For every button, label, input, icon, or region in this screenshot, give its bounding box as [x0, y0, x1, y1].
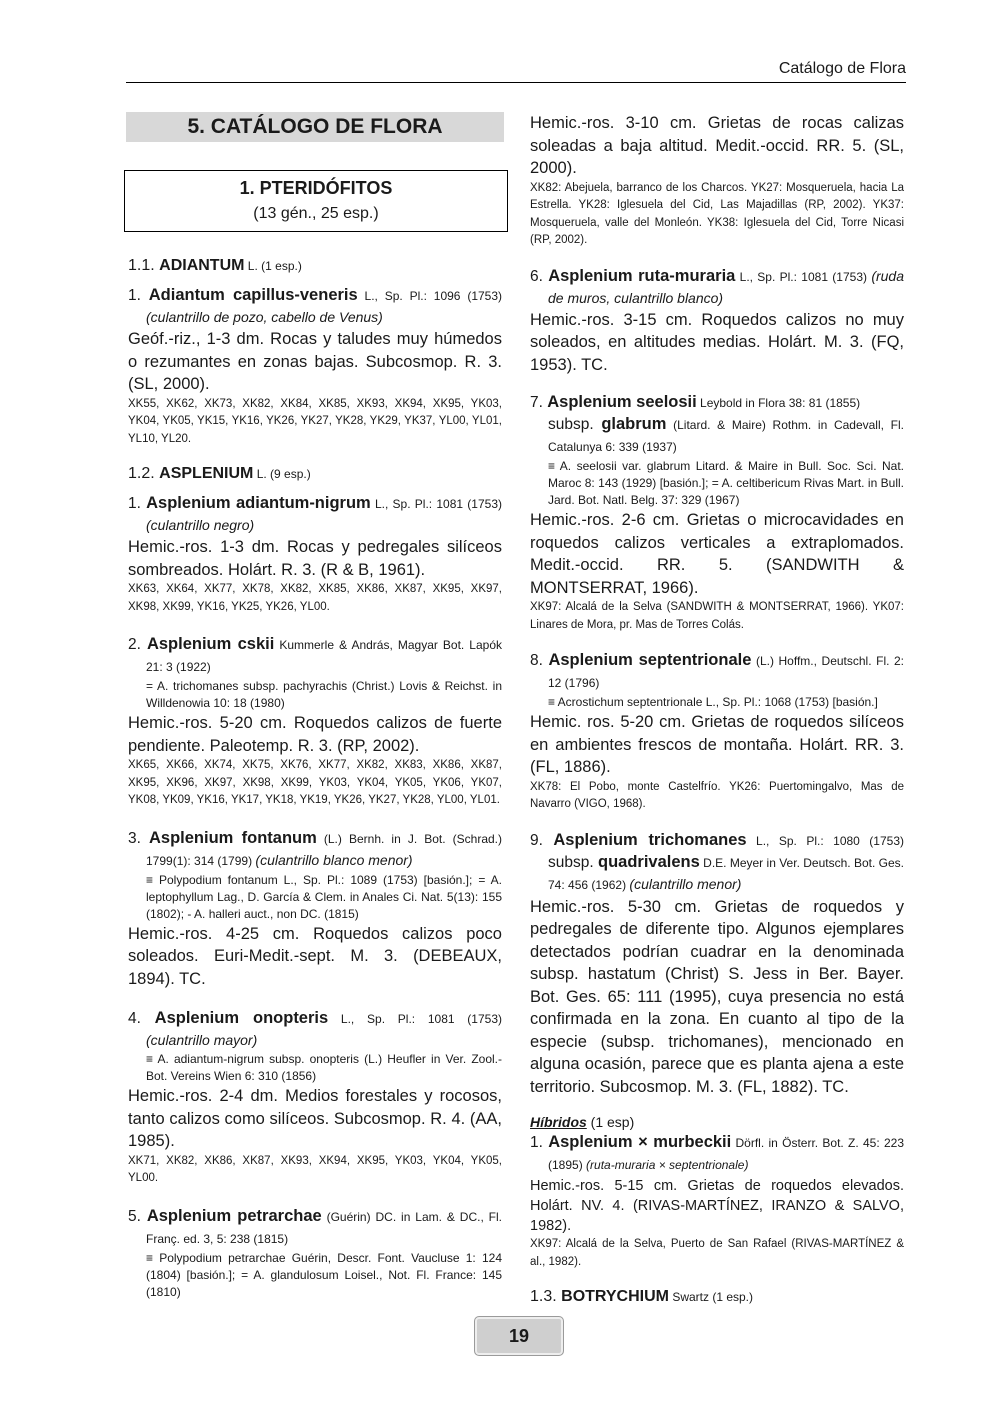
species-entry: [128, 634, 502, 810]
species-heading: 1. Asplenium × murbeckii Dörfl. in Österr. Bot. Z. 45: 223 (1895) (ruta-muraria × septentrionale): [530, 1133, 904, 1172]
species-heading: 2. Asplenium cskii Kummerle & András, Magyar Bot. Lapók 21: 3 (1922): [128, 635, 502, 674]
species-heading: 7. Asplenium seelosii Leybold in Flora 38: 81 (1855) subsp. glabrum (Litard. & Maire) Rothm. in Cadevall, Fl. Catalunya 6: 339 (1937): [530, 393, 904, 454]
species-entry: [530, 650, 904, 814]
hybrids-heading: Híbridos (1 esp): [530, 1114, 635, 1130]
right-column: [530, 112, 904, 1307]
species-heading: 3. Asplenium fontanum (L.) Bernh. in J. Bot. (Schrad.) 1799(1): 314 (1799) (culantrillo blanco menor): [128, 828, 502, 868]
running-title: Catálogo de Flora: [778, 60, 906, 77]
species-entry: [530, 392, 904, 634]
running-header: [126, 58, 906, 83]
species-description: Hemic.-ros. 3-15 cm. Roquedos calizos no muy soleados, en altitudes medias. Holárt. M. 3. (FQ, 1953). TC.: [530, 310, 904, 374]
species-entry: [128, 1206, 502, 1301]
genus-heading-asplenium: 1.2. ASPLENIUM L. (9 esp.): [128, 465, 311, 482]
species-localities: XK97: Alcalá de la Selva, Puerto de San Rafael (RIVAS-MARTÍNEZ & al., 1982).: [530, 1238, 904, 1268]
species-description: Hemic.-ros. 2-6 cm. Grietas o microcavidades en roquedos calizos verticales a extraplomados. Medit.-occid. RR. 5. (SANDWITH & MONTSERRAT, 1966).: [530, 511, 904, 597]
species-entry: [128, 1008, 502, 1188]
genus-heading-adiantum: 1.1. ADIANTUM L. (1 esp.): [128, 257, 302, 274]
species-heading: 4. Asplenium onopteris L., Sp. Pl.: 1081 (1753) (culantrillo mayor): [128, 1009, 502, 1048]
species-heading: 9. Asplenium trichomanes L., Sp. Pl.: 1080 (1753) subsp. quadrivalens D.E. Meyer in Ver. Deutsch. Bot. Ges. 74: 456 (1962) (culantrillo menor): [530, 830, 904, 892]
species-heading: 1. Adiantum capillus-veneris L., Sp. Pl.: 1096 (1753) (culantrillo de pozo, cabello de Venus): [128, 286, 503, 325]
species-localities: XK71, XK82, XK86, XK87, XK93, XK94, XK95, YK03, YK04, YK05, YL00.: [128, 1154, 502, 1184]
species-description: Hemic.-ros. 5-20 cm. Roquedos calizos de fuerte pendiente. Paleotemp. R. 3. (RP, 2002).: [128, 714, 502, 755]
species-entry: [530, 830, 904, 1099]
species-synonyms: ≡ A. adiantum-nigrum subsp. onopteris (L.) Heufler in Ver. Zool.-Bot. Vereins Wien 6: 310 (1856): [146, 1052, 502, 1083]
species-heading: 6. Asplenium ruta-muraria L., Sp. Pl.: 1081 (1753) (ruda de muros, culantrillo blanco): [530, 266, 904, 306]
species-description: Geóf.-riz., 1-3 dm. Rocas y taludes muy húmedos o rezumantes en zonas bajas. Subcosmop. R. 3. (SL, 2000).: [128, 330, 502, 393]
species-heading: 5. Asplenium petrarchae (Guérin) DC. in Lam. & DC., Fl. Franç. ed. 3, 5: 238 (1815): [128, 1206, 503, 1246]
left-column: [128, 112, 502, 1301]
hybrid-entry: [530, 1132, 904, 1271]
section-subtitle: (13 gén., 25 esp.): [253, 205, 379, 222]
chapter-title: 5. CATÁLOGO DE FLORA: [126, 112, 504, 142]
species-description: Hemic. ros. 5-20 cm. Grietas de roquedos silíceos en ambientes frescos de montaña. Holárt. RR. 3. (FL, 1886).: [530, 713, 904, 776]
genus-heading-botrychium: 1.3. BOTRYCHIUM Swartz (1 esp.): [530, 1288, 754, 1305]
species-heading: 1. Asplenium adiantum-nigrum L., Sp. Pl.: 1081 (1753) (culantrillo negro): [128, 494, 502, 533]
species-synonyms: = A. trichomanes subsp. pachyrachis (Christ.) Lovis & Reichst. in Willdenowia 10: 18 (1980): [146, 679, 502, 710]
species-description: Hemic.-ros. 4-25 cm. Roquedos calizos poco soleados. Euri-Medit.-sept. M. 3. (DEBEAUX, 1894). TC.: [128, 924, 502, 988]
species-synonyms: ≡ A. seelosii var. glabrum Litard. & Maire in Bull. Soc. Sci. Nat. Maroc 8: 143 (1929) [basión.]; = A. celtibericum Rivas Mart. in Bull. Jard. Bot. Natl. Belg. 37: 329 (1967): [548, 459, 904, 507]
species-synonyms: ≡ Acrostichum septentrionale L., Sp. Pl.: 1068 (1753) [basión.]: [548, 695, 878, 709]
species-localities: XK55, XK62, XK73, XK82, XK84, XK85, XK93, XK94, XK95, YK03, YK04, YK05, YK15, YK16, YK26, YK27, YK28, YK29, YK37, YL00, YL01, YL10, YL20.: [128, 397, 502, 445]
species-localities: XK65, XK66, XK74, XK75, XK76, XK77, XK82, XK83, XK86, XK87, XK95, XK96, XK97, XK98, XK99, YK03, YK04, YK05, YK06, YK07, YK08, YK09, YK16, YK17, YK18, YK19, YK26, YK27, YK28, YL00, YL01.: [128, 759, 502, 806]
species-synonyms: ≡ Polypodium fontanum L., Sp. Pl.: 1089 (1753) [basión.]; = A. leptophyllum Lag., D. García & Clem. in Anales Ci. Nat. 5(13): 155 (1802); - A. halleri auct., non DC. (1815): [146, 872, 502, 921]
species-description: Hemic.-ros. 3-10 cm. Grietas de rocas calizas soleadas a baja altitud. Medit.-occid. RR. 5. (SL, 2000).: [530, 114, 904, 177]
page-number: 19: [474, 1316, 564, 1356]
species-localities: XK97: Alcalá de la Selva (SANDWITH & MONTSERRAT, 1966). YK07: Linares de Mora, pr. Mas de Torres Colás.: [530, 601, 904, 631]
species-entry: [128, 285, 502, 448]
section-title-box: [124, 170, 508, 232]
species-description: Hemic.-ros. 5-15 cm. Grietas de roquedos elevados. Holárt. NV. 4. (RIVAS-MARTÍNEZ, IRANZO & SALVO, 1982).: [530, 1178, 904, 1234]
species-synonyms: ≡ Polypodium petrarchae Guérin, Descr. Font. Vaucluse 1: 124 (1804) [basión.]; = A. glandulosum Loisel., Not. Fl. France: 145 (1810): [146, 1250, 502, 1299]
species-description: Hemic.-ros. 2-4 dm. Medios forestales y rocosos, tanto calizos como silíceos. Subcosmop. R. 4. (AA, 1985).: [128, 1087, 502, 1150]
species-localities: XK82: Abejuela, barranco de los Charcos. YK27: Mosqueruela, hacia La Estrella. YK28: Iglesuela del Cid, Las Majadillas (RP, 2002). YK37: Mosqueruela, valle del Monleón. YK38: Iglesuela del Cid, Torre Nicasi (RP, 2002).: [530, 181, 904, 246]
species-localities: XK78: El Pobo, monte Castelfrío. YK26: Puertomingalvo, Mas de Navarro (VIGO, 1968).: [530, 780, 904, 810]
species-entry: [128, 828, 502, 991]
species-entry: [530, 266, 904, 377]
species-entry: [128, 493, 502, 616]
species-heading: 8. Asplenium septentrionale (L.) Hoffm., Deutschl. Fl. 2: 12 (1796): [530, 651, 905, 690]
species-description: Hemic.-ros. 1-3 dm. Rocas y pedregales silíceos sombreados. Holárt. R. 3. (R & B, 1961).: [128, 538, 502, 579]
species-localities: XK63, XK64, XK77, XK78, XK82, XK85, XK86, XK87, XK95, XK97, XK98, XK99, YK16, YK25, YK26, YL00.: [128, 583, 502, 613]
species-description: Hemic.-ros. 5-30 cm. Grietas de roquedos y pedregales de diferente tipo. Algunos ejemplares detectados podrían cuadrar en la denominada subsp. hastatum (Christ) S. Jess in Ber. Bayer. Bot. Ges. 65: 111 (1995), cuya presencia no está confirmada en la zona. En cuanto al tipo de la especie (subsp. trichomanes), mencionado en alguna ocasión, parece que es planta ajena a este territorio. Subcosmop. M. 3. (FL, 1882). TC.: [530, 897, 904, 1096]
section-title: 1. PTERIDÓFITOS: [239, 178, 393, 198]
